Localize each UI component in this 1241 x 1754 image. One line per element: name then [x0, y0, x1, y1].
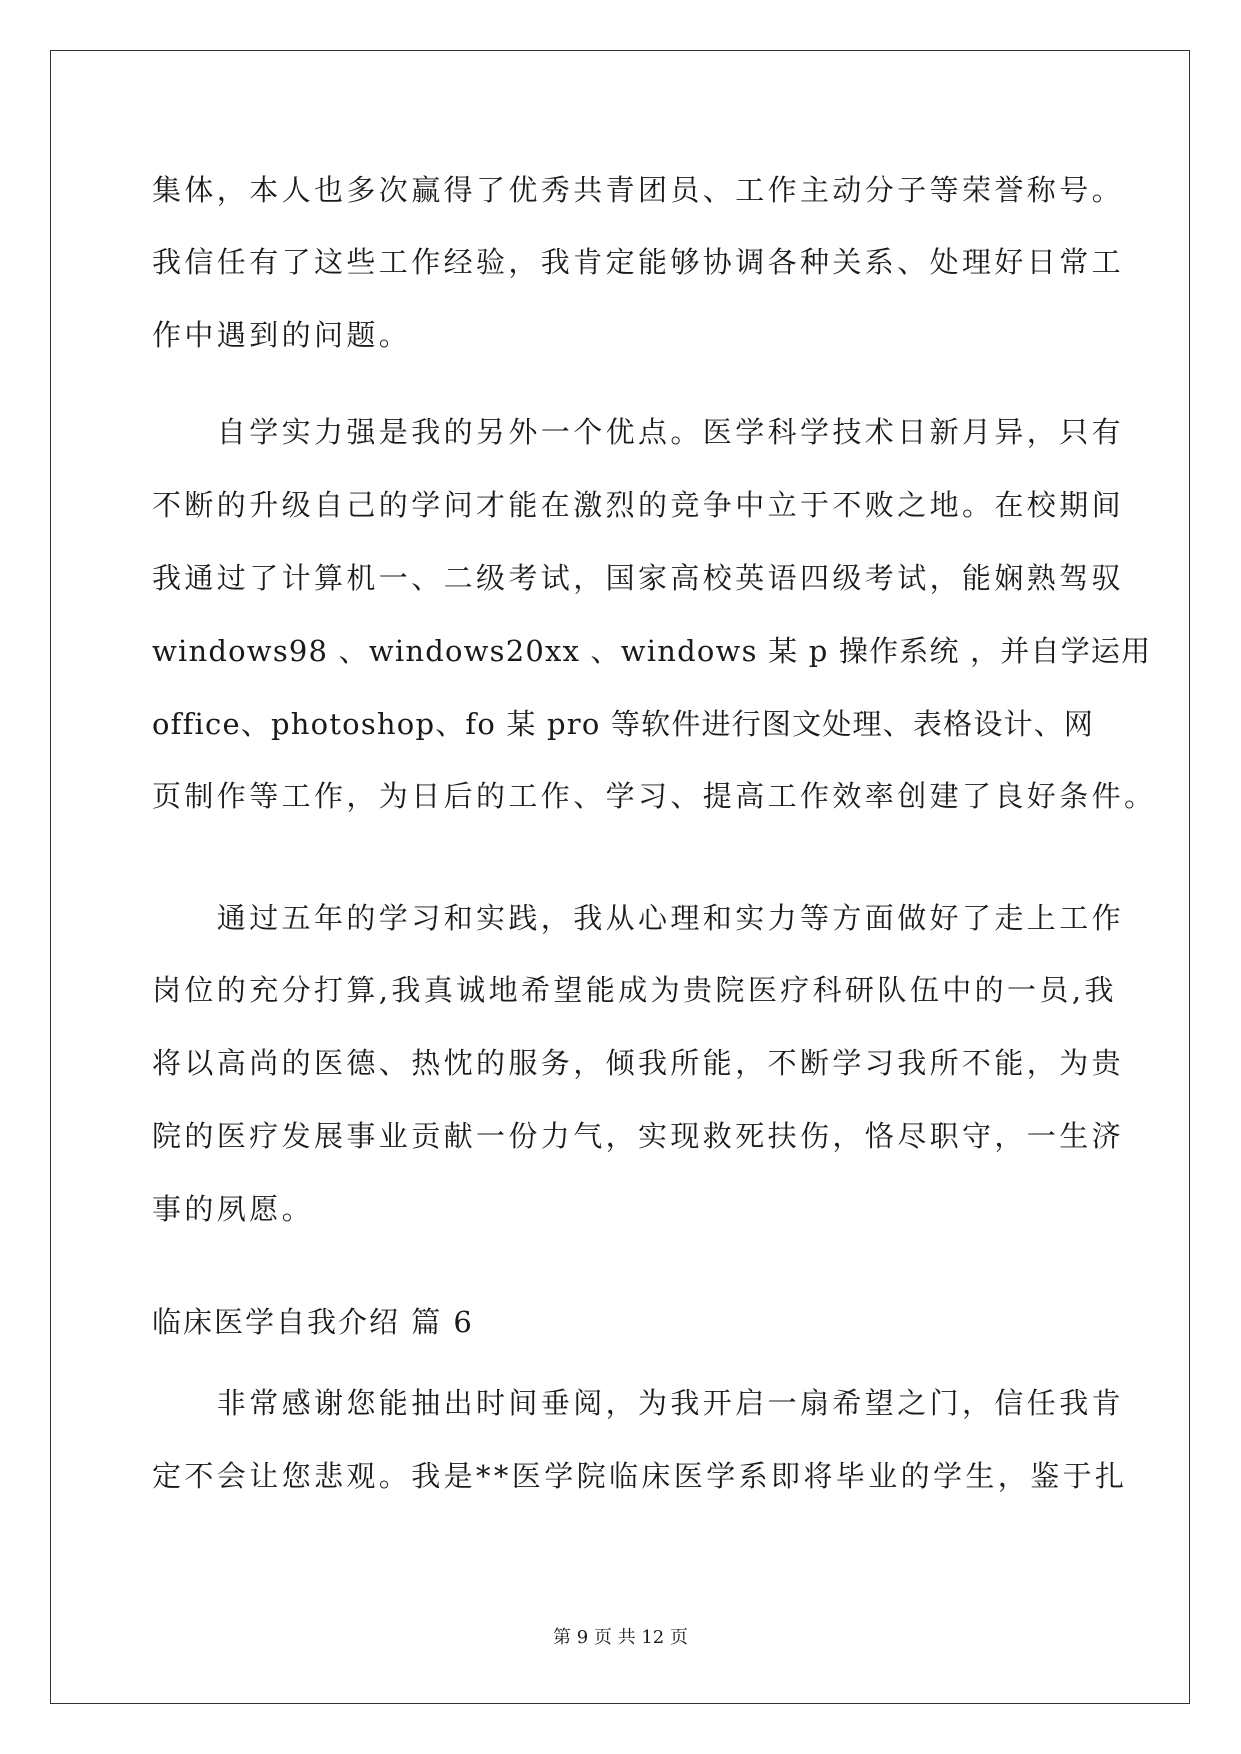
text-line: 不断的升级自己的学问才能在激烈的竞争中立于不败之地。在校期间 — [152, 488, 1125, 522]
paragraph-first-line: 自学实力强是我的另外一个优点。医学科学技术日新月异，只有 — [152, 415, 1125, 449]
text-line: 事的夙愿。 — [152, 1192, 315, 1226]
text-line: 集体，本人也多次赢得了优秀共青团员、工作主动分子等荣誉称号。 — [152, 173, 1125, 207]
section-heading: 临床医学自我介绍 篇 6 — [152, 1305, 474, 1339]
text-line: 将以高尚的医德、热忱的服务，倾我所能，不断学习我所不能，为贵 — [152, 1046, 1125, 1080]
paragraph-first-line: 通过五年的学习和实践，我从心理和实力等方面做好了走上工作 — [152, 901, 1125, 935]
text-line: 岗位的充分打算,我真诚地希望能成为贵院医疗科研队伍中的一员,我 — [152, 973, 1117, 1007]
text-line: windows98 、windows20xx 、windows 某 p 操作系统 ，并自学运用 — [152, 634, 1152, 668]
paragraph-first-line: 非常感谢您能抽出时间垂阅，为我开启一扇希望之门，信任我肯 — [152, 1386, 1125, 1420]
text-line: 作中遇到的问题。 — [152, 318, 412, 352]
text-line: 页制作等工作，为日后的工作、学习、提高工作效率创建了良好条件。 — [152, 779, 1157, 813]
text-line: 院的医疗发展事业贡献一份力气，实现救死扶伤，恪尽职守，一生济 — [152, 1119, 1125, 1153]
page-number-footer: 第 9 页 共 12 页 — [553, 1627, 688, 1648]
text-line: 我通过了计算机一、二级考试，国家高校英语四级考试，能娴熟驾驭 — [152, 561, 1125, 595]
text-line: office、photoshop、fo 某 pro 等软件进行图文处理、表格设计、网 — [152, 707, 1095, 741]
text-line: 定不会让您悲观。我是**医学院临床医学系即将毕业的学生，鉴于扎 — [152, 1459, 1128, 1493]
text-line: 我信任有了这些工作经验，我肯定能够协调各种关系、处理好日常工 — [152, 245, 1125, 279]
